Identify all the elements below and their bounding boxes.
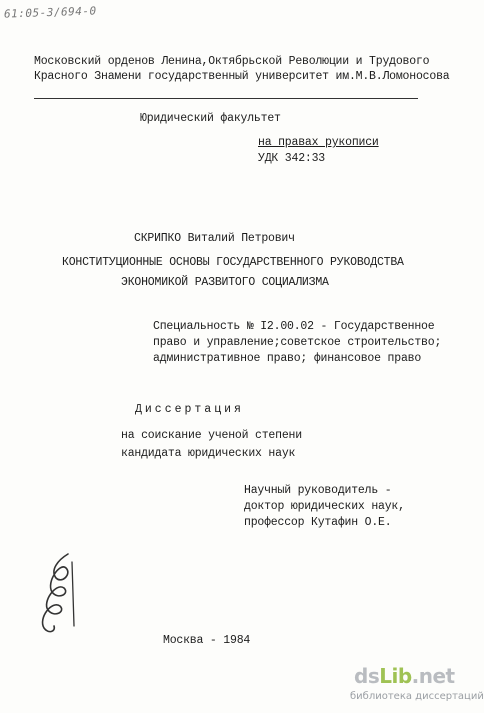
header-divider: [34, 98, 418, 99]
specialty-line-3: административное право; финансовое право: [153, 352, 422, 365]
dslib-watermark: [350, 664, 484, 708]
degree-line-1: на соискание ученой степени: [121, 429, 302, 442]
place-and-year: Москва - 1984: [163, 634, 251, 647]
dissertation-title-line-1: КОНСТИТУЦИОННЫЕ ОСНОВЫ ГОСУДАРСТВЕННОГО РУКОВОДСТВА: [62, 256, 404, 269]
udc-code: УДК 342:33: [258, 152, 326, 165]
watermark-subtitle: библиотека диссертаций: [350, 691, 484, 702]
advisor-line-3: профессор Кутафин О.Е.: [244, 516, 392, 529]
work-type: Диссертация: [135, 403, 244, 416]
faculty: Юридический факультет: [140, 112, 281, 125]
specialty-line-2: право и управление;советское строительство;: [153, 336, 442, 349]
archive-stamp: 61:05-3/694-0: [3, 4, 97, 21]
watermark-logo: dsLib.net: [354, 664, 455, 688]
handwritten-signature: [28, 548, 88, 638]
dissertation-title-line-2: ЭКОНОМИКОЙ РАЗВИТОГО СОЦИАЛИЗМА: [121, 276, 329, 289]
advisor-line-1: Научный руководитель -: [244, 484, 392, 497]
advisor-line-2: доктор юридических наук,: [244, 500, 405, 513]
manuscript-rights: на правах рукописи: [258, 136, 379, 149]
degree-line-2: кандидата юридических наук: [121, 447, 296, 460]
specialty-line-1: Специальность № I2.00.02 - Государственное: [153, 320, 435, 333]
author-name: СКРИПКО Виталий Петрович: [134, 232, 295, 245]
university-line-1: Московский орденов Ленина,Октябрьской Революции и Трудового: [34, 55, 430, 68]
university-line-2: Красного Знамени государственный университет им.М.В.Ломоносова: [34, 70, 450, 83]
